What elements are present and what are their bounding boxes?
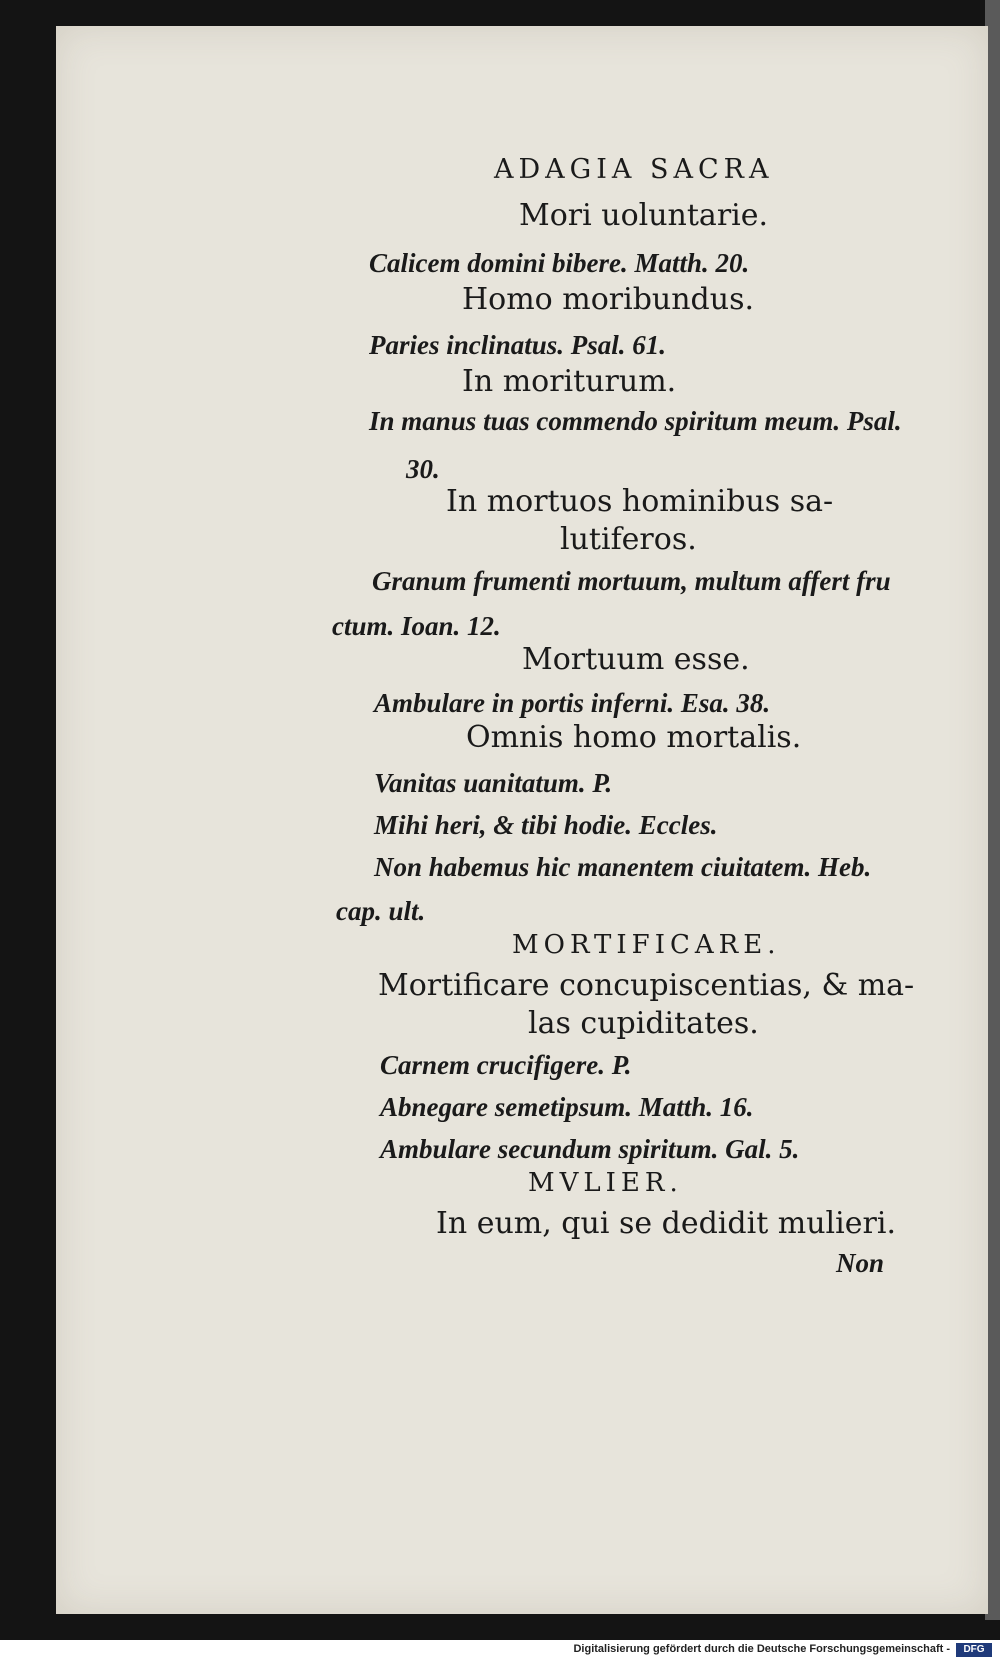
- text-line: In manus tuas commendo spiritum meum. Psal.: [369, 406, 902, 436]
- text-line: Mortificare concupiscentias, & ma-: [378, 968, 915, 1003]
- running-head: ADAGIA SACRA: [494, 154, 774, 185]
- text-line: In eum, qui se dedidit mulieri.: [436, 1206, 896, 1241]
- text-line: Ambulare secundum spiritum. Gal. 5.: [380, 1134, 800, 1164]
- text-line: Mihi heri, & tibi hodie. Eccles.: [374, 810, 718, 840]
- text-line: 30.: [406, 454, 440, 484]
- digitization-credit: Digitalisierung gefördert durch die Deutsche Forschungsgemeinschaft -: [573, 1643, 950, 1655]
- text-line: Homo moribundus.: [462, 282, 755, 317]
- text-line: Paries inclinatus. Psal. 61.: [369, 330, 667, 360]
- text-line: In moriturum.: [462, 364, 677, 399]
- text-line: Calicem domini bibere. Matth. 20.: [369, 248, 750, 278]
- catchword: Non: [836, 1248, 885, 1278]
- book-page: [56, 26, 988, 1614]
- section-heading: MVLIER.: [528, 1168, 683, 1198]
- text-line: Granum frumenti mortuum, multum affert fru: [372, 566, 891, 596]
- text-line: In mortuos hominibus sa-: [446, 484, 834, 519]
- text-line: Non habemus hic manentem ciuitatem. Heb.: [374, 852, 872, 882]
- section-heading: MORTIFICARE.: [512, 930, 781, 960]
- text-line: las cupiditates.: [528, 1006, 759, 1041]
- text-line: Vanitas uanitatum. P.: [374, 768, 613, 798]
- text-line: cap. ult.: [336, 896, 426, 926]
- text-line: Mori uoluntarie.: [519, 198, 769, 233]
- text-line: Carnem crucifigere. P.: [380, 1050, 632, 1080]
- text-line: Abnegare semetipsum. Matth. 16.: [380, 1092, 754, 1122]
- text-line: lutiferos.: [560, 522, 697, 557]
- text-line: Omnis homo mortalis.: [466, 720, 802, 755]
- text-line: Mortuum esse.: [522, 642, 750, 677]
- digitization-footer: [0, 1640, 1000, 1661]
- text-line: ctum. Ioan. 12.: [332, 611, 501, 641]
- text-line: Ambulare in portis inferni. Esa. 38.: [374, 688, 771, 718]
- dfg-logo: DFG: [956, 1643, 992, 1657]
